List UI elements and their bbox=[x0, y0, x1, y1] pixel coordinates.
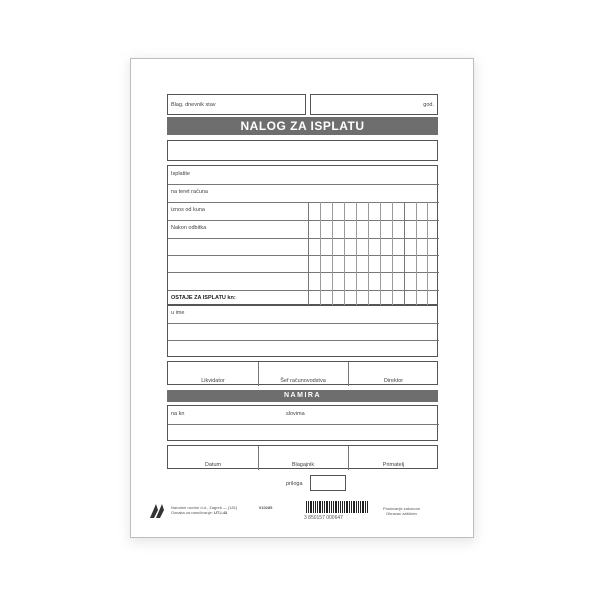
barcode-bar bbox=[329, 501, 330, 513]
barcode-bar bbox=[313, 501, 314, 513]
journal-entry-box[interactable] bbox=[167, 94, 306, 115]
barcode-bar bbox=[358, 501, 359, 513]
header-blank-box[interactable] bbox=[167, 140, 438, 161]
form-sheet bbox=[130, 58, 474, 538]
receipt-amount-label: na kn bbox=[171, 411, 185, 417]
barcode-bar bbox=[340, 501, 341, 513]
barcode-bar bbox=[362, 501, 364, 513]
barcode-bar bbox=[306, 501, 307, 513]
remaining-label: OSTAJE ZA ISPLATU kn: bbox=[171, 295, 236, 301]
barcode-bar bbox=[360, 501, 361, 513]
year-box[interactable] bbox=[310, 94, 438, 115]
attachments-label: priloga bbox=[286, 481, 303, 487]
barcode-bar bbox=[308, 501, 309, 513]
barcode-bar bbox=[319, 501, 321, 513]
liquidator-label: Likvidator bbox=[201, 378, 225, 384]
barcode-bar bbox=[346, 501, 348, 513]
barcode-bar bbox=[322, 501, 323, 513]
amount-label: iznos od kuna bbox=[171, 207, 205, 213]
barcode-bar bbox=[344, 501, 345, 513]
receipt-signatures bbox=[167, 445, 438, 469]
barcode-bar bbox=[331, 501, 332, 513]
publisher-line-1: Narodne novine d.d., Zagreb — [181] bbox=[171, 505, 238, 510]
barcode-bar bbox=[338, 501, 339, 513]
year-label: god. bbox=[423, 102, 434, 108]
form-number: 010285 bbox=[259, 505, 273, 510]
barcode-bar bbox=[367, 501, 368, 513]
barcode bbox=[304, 501, 366, 523]
barcode-number: 3 850157 000647 bbox=[304, 515, 343, 521]
attachments-box[interactable] bbox=[310, 475, 346, 491]
barcode-bar bbox=[310, 501, 312, 513]
barcode-bar bbox=[356, 501, 357, 513]
date-label: Datum bbox=[204, 462, 222, 468]
barcode-bar bbox=[365, 501, 366, 513]
order-code: UT-I-43 bbox=[213, 510, 228, 516]
order-code-label: Oznaka za naručivanje: bbox=[171, 510, 213, 516]
barcode-bar bbox=[333, 501, 334, 513]
journal-entry-label: Blag. dnevnik stav bbox=[171, 102, 216, 108]
in-words-label: slovima bbox=[286, 411, 305, 417]
publisher-line-2 bbox=[171, 510, 237, 515]
copyright-line-2: Obrazac zaštićen bbox=[386, 511, 417, 517]
on-behalf-label: u ime bbox=[171, 310, 185, 316]
barcode-bar bbox=[351, 501, 352, 513]
barcode-bar bbox=[326, 501, 328, 513]
copyright-notice bbox=[383, 506, 420, 516]
charge-account-label: na teret računa bbox=[171, 189, 208, 195]
barcode-bar bbox=[335, 501, 337, 513]
payment-block bbox=[167, 165, 438, 305]
publisher-logo bbox=[149, 502, 167, 520]
receipt-title: NAMIRA bbox=[167, 390, 438, 402]
barcode-bar bbox=[349, 501, 350, 513]
barcode-bar bbox=[324, 501, 325, 513]
on-behalf-block[interactable] bbox=[167, 305, 438, 357]
receipt-block[interactable] bbox=[167, 405, 438, 441]
barcode-bar bbox=[315, 501, 316, 513]
barcode-bar bbox=[342, 501, 343, 513]
barcode-bar bbox=[353, 501, 355, 513]
publisher-info bbox=[171, 505, 237, 515]
director-label: Direktor bbox=[383, 378, 404, 384]
recipient-label: Primatelj bbox=[382, 462, 405, 468]
approval-signatures bbox=[167, 361, 438, 385]
chief-accountant-label: Šef računovodstva bbox=[280, 378, 326, 384]
barcode-bar bbox=[317, 501, 318, 513]
copyright-line-1: Poslovanje zakonom bbox=[383, 506, 420, 511]
pay-to-label: Isplatite bbox=[171, 171, 190, 177]
cashier-label: Blagajnik bbox=[291, 462, 315, 468]
form-title: NALOG ZA ISPLATU bbox=[167, 117, 438, 135]
after-deduction-label: Nakon odbitka bbox=[171, 225, 207, 231]
